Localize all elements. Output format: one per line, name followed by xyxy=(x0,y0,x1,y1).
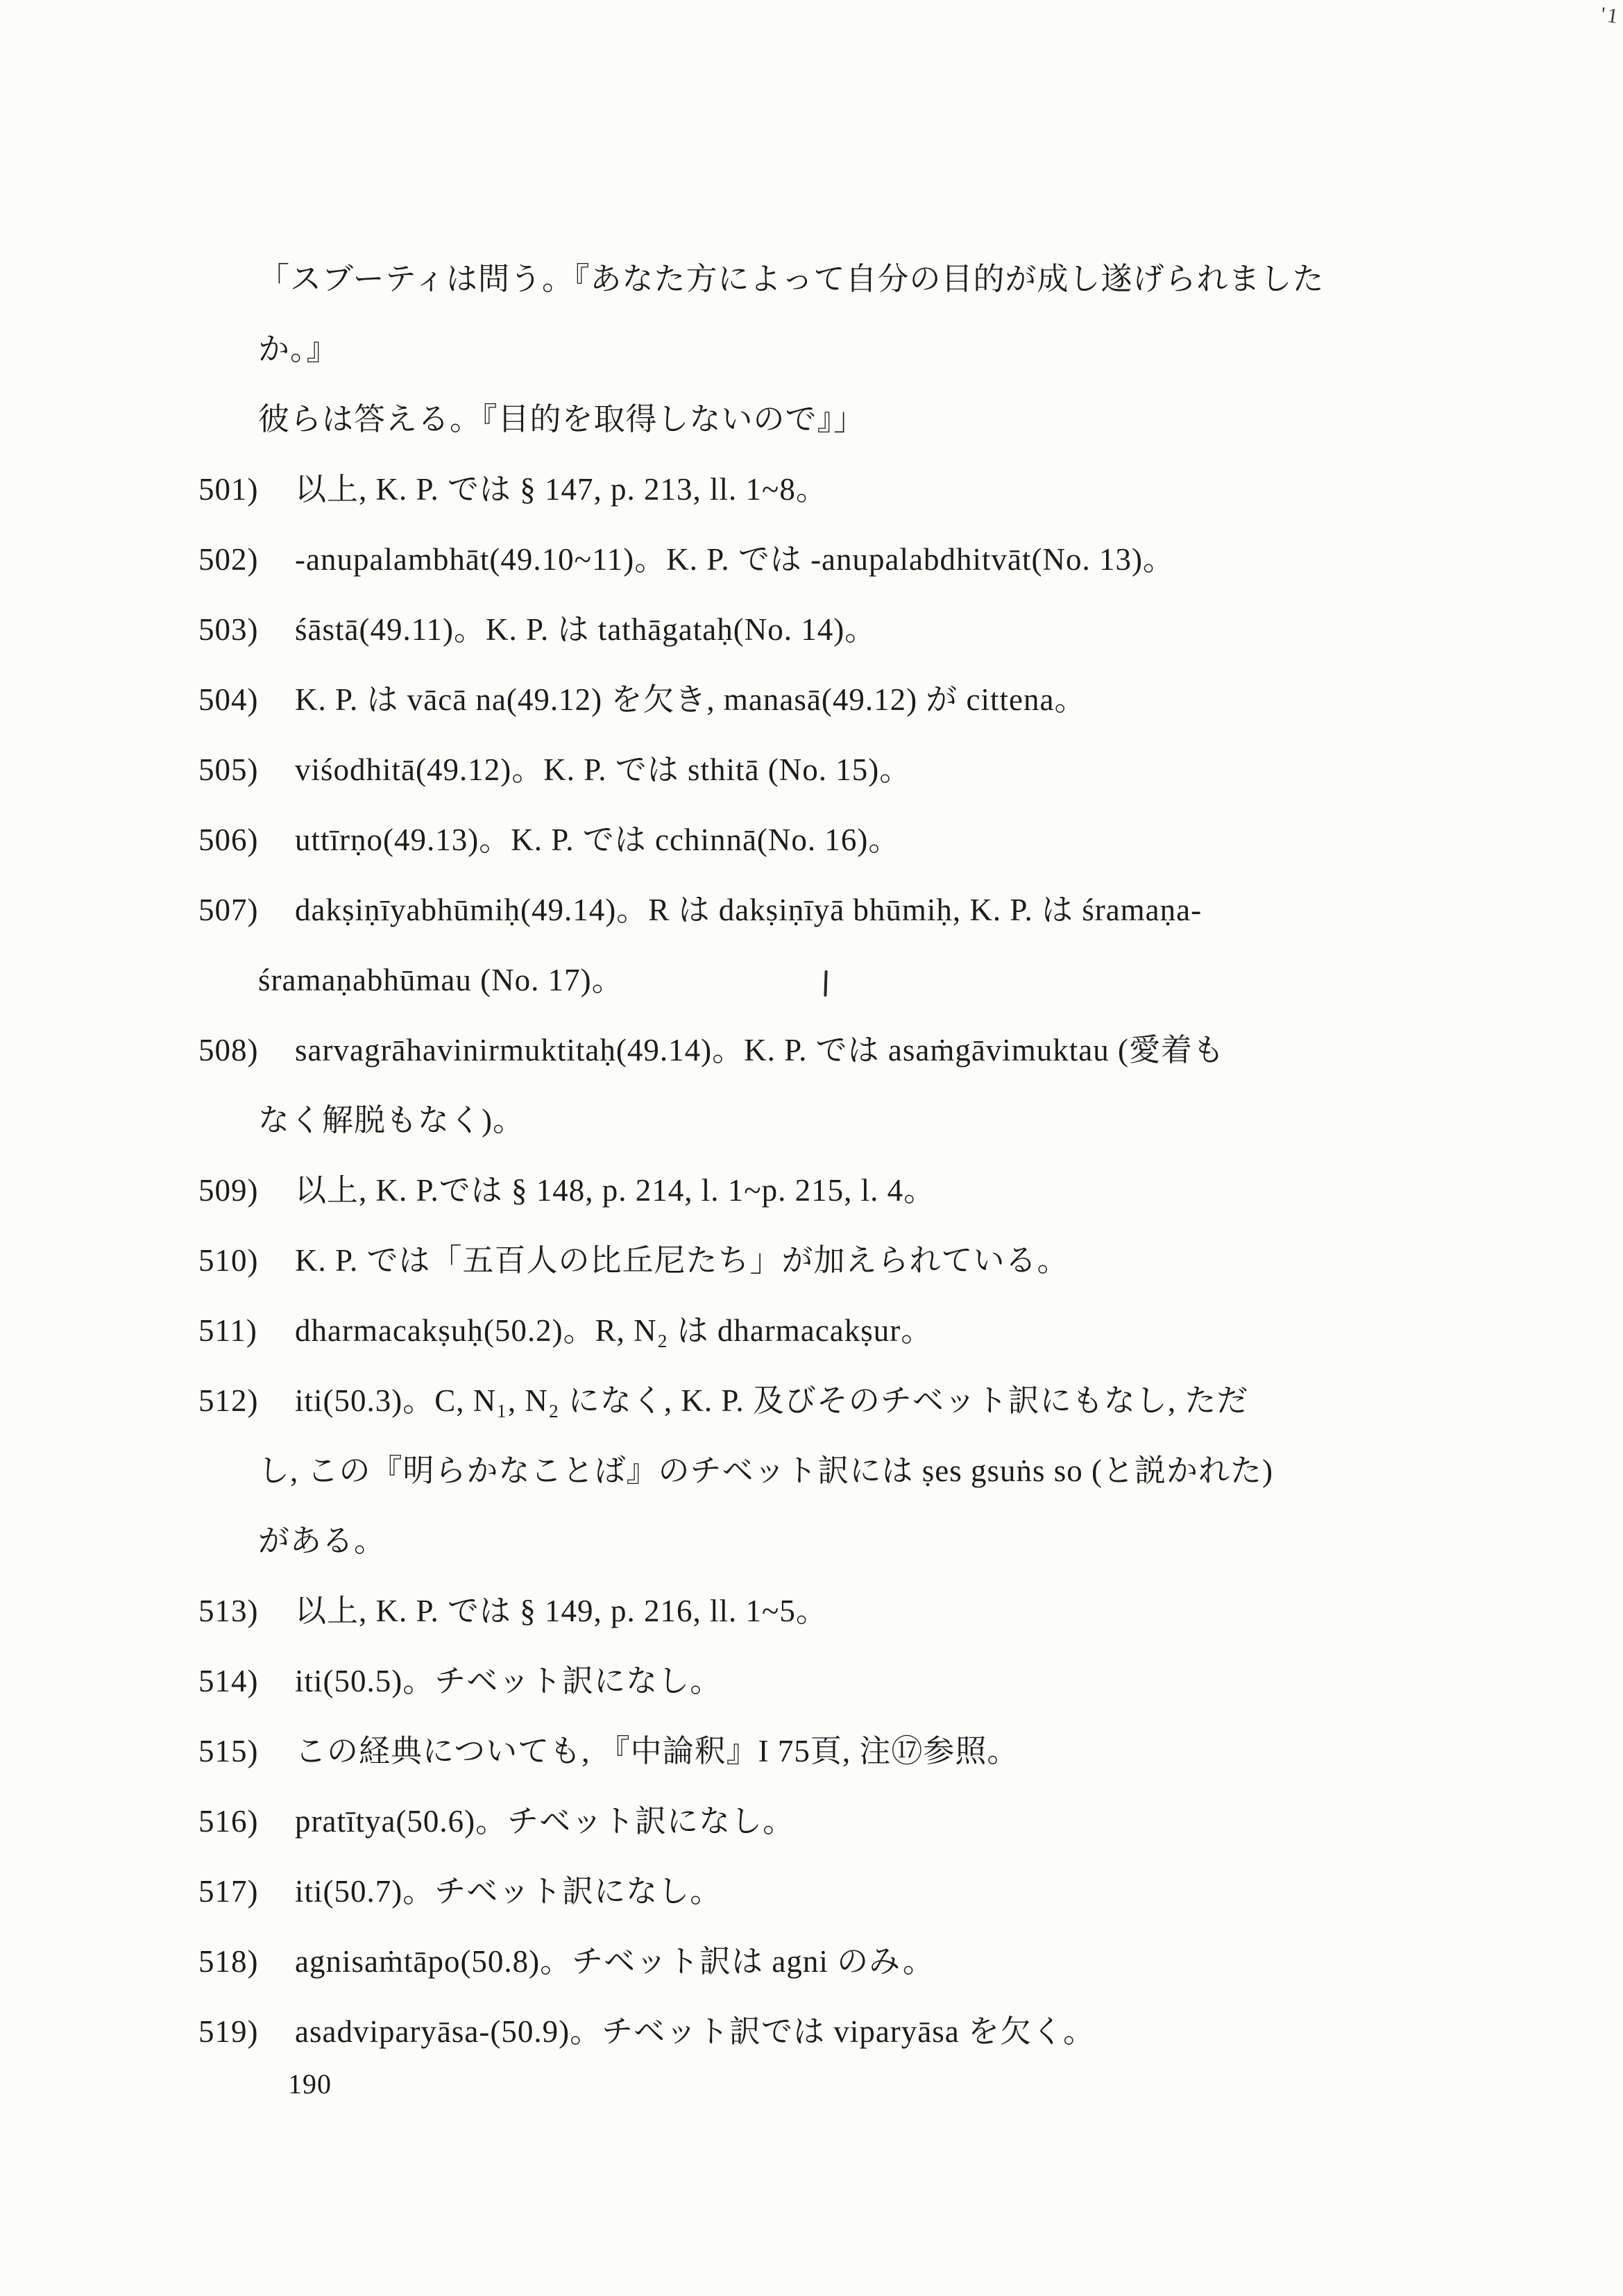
note-item-514 xyxy=(198,1646,1424,1716)
scan-corner-artifact: '1 xyxy=(1599,3,1622,28)
note-line: iti(50.7)。チベット訳になし。 xyxy=(295,1874,722,1909)
note-number: 515) xyxy=(198,1734,259,1769)
note-number: 514) xyxy=(198,1664,259,1698)
note-line: K. P. では「五百人の比丘尼たち」が加えられている。 xyxy=(295,1243,1069,1278)
note-number: 509) xyxy=(198,1173,259,1208)
quote-line: 「スブーティは問う。『あなた方によって自分の目的が成し遂げられました xyxy=(258,262,1325,296)
note-item-502 xyxy=(198,525,1424,595)
note-number: 512) xyxy=(198,1383,259,1418)
note-line: agnisaṁtāpo(50.8)。チベット訳は agni のみ。 xyxy=(295,1944,935,1979)
note-number: 519) xyxy=(198,2014,259,2049)
note-line: dharmacakṣuḥ(50.2)。R, N₂ は dharmacakṣur。 xyxy=(295,1313,933,1348)
note-item-503 xyxy=(198,595,1424,665)
note-item-508 xyxy=(198,1015,1424,1156)
quote-line: か。』 xyxy=(258,332,339,366)
note-line: -anupalambhāt(49.10~11)。K. P. では -anupalabdhitvāt(No. 13)。 xyxy=(295,542,1175,577)
note-item-504 xyxy=(198,665,1424,735)
note-number: 517) xyxy=(198,1874,259,1909)
note-line: dakṣiṇīyabhūmiḥ(49.14)。R は dakṣiṇīyā bhūmiḥ, K. P. は śramaṇa- xyxy=(295,893,1203,927)
note-number: 510) xyxy=(198,1243,259,1278)
note-item-513 xyxy=(198,1576,1424,1646)
note-item-519 xyxy=(198,1997,1424,2067)
quote-line: 彼らは答える。『目的を取得しないので』」 xyxy=(258,402,866,437)
note-number: 501) xyxy=(198,472,259,507)
note-item-518 xyxy=(198,1927,1424,1997)
note-line: がある。 xyxy=(258,1523,386,1558)
note-line: śramaṇabhūmau (No. 17)。 xyxy=(258,963,624,997)
note-number: 505) xyxy=(198,752,259,787)
note-line: iti(50.3)。C, N₁, N₂ になく, K. P. 及びそのチベット訳にもなし, ただ xyxy=(295,1383,1249,1418)
note-line: 以上, K. P. では § 149, p. 216, ll. 1~5。 xyxy=(295,1594,828,1628)
note-item-516 xyxy=(198,1787,1424,1857)
page-number: 190 xyxy=(288,2068,332,2100)
note-line: iti(50.5)。チベット訳になし。 xyxy=(295,1664,722,1698)
note-item-506 xyxy=(198,805,1424,875)
note-number: 518) xyxy=(198,1944,259,1979)
quote-block xyxy=(258,244,1424,455)
note-number: 506) xyxy=(198,822,259,857)
note-number: 504) xyxy=(198,682,259,717)
note-item-509 xyxy=(198,1156,1424,1226)
notes-content xyxy=(198,244,1424,2067)
note-line: なく解脱もなく)。 xyxy=(258,1103,525,1138)
note-item-501 xyxy=(198,455,1424,525)
note-item-505 xyxy=(198,735,1424,805)
note-line: śāstā(49.11)。K. P. は tathāgataḥ(No. 14)。 xyxy=(295,612,877,647)
note-number: 508) xyxy=(198,1033,259,1067)
note-number: 516) xyxy=(198,1804,259,1839)
note-number: 511) xyxy=(198,1313,257,1348)
note-line: 以上, K. P. では § 147, p. 213, ll. 1~8。 xyxy=(295,472,828,507)
note-line: viśodhitā(49.12)。K. P. では sthitā (No. 15)。 xyxy=(295,752,912,787)
note-line: pratītya(50.6)。チベット訳になし。 xyxy=(295,1804,795,1839)
note-item-517 xyxy=(198,1857,1424,1927)
note-number: 507) xyxy=(198,893,259,927)
note-item-510 xyxy=(198,1226,1424,1296)
note-number: 502) xyxy=(198,542,259,577)
note-number: 513) xyxy=(198,1594,259,1628)
note-line: この経典についても, 『中論釈』I 75頁, 注⑰参照。 xyxy=(295,1734,1019,1769)
note-line: sarvagrāhavinirmuktitaḥ(49.14)。K. P. では asaṁgāvimuktau (愛着も xyxy=(295,1033,1225,1067)
note-number: 503) xyxy=(198,612,259,647)
note-line: し, この『明らかなことば』のチベット訳には ṣes gsuṅs so (と説かれた) xyxy=(258,1453,1274,1488)
note-item-511 xyxy=(198,1296,1424,1366)
note-line: 以上, K. P.では § 148, p. 214, l. 1~p. 215, l. 4。 xyxy=(295,1173,936,1208)
note-item-507 xyxy=(198,875,1424,1015)
note-line: K. P. は vācā na(49.12) を欠き, manasā(49.12) が cittena。 xyxy=(295,682,1087,717)
note-item-512 xyxy=(198,1366,1424,1576)
note-line: uttīrṇo(49.13)。K. P. では cchinnā(No. 16)。 xyxy=(295,822,901,857)
note-line: asadviparyāsa-(50.9)。チベット訳では viparyāsa を欠く。 xyxy=(295,2014,1096,2049)
note-item-515 xyxy=(198,1716,1424,1787)
